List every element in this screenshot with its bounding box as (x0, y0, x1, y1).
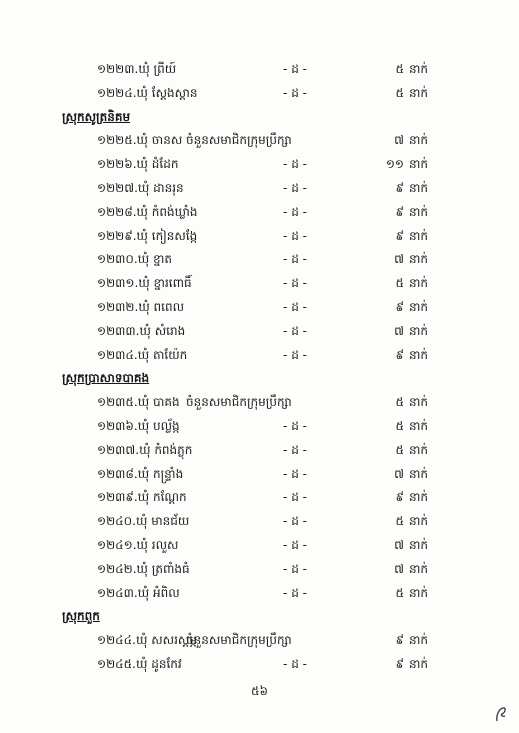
section-header: ស្រុកសូត្រនិគម (62, 109, 131, 124)
unit-label: នាក់ (409, 585, 429, 600)
member-count: ៩ (395, 228, 404, 243)
commune-name: ១២៤៤.ឃុំ សសរស្តម្ភ (97, 633, 197, 648)
unit-label: នាក់ (409, 633, 429, 648)
unit-label: នាក់ (409, 85, 429, 100)
section-header: ស្រុកប្រាសាទបាគង (62, 371, 150, 386)
member-count: ៩ (395, 347, 404, 362)
council-description: ចំនួនសមាជិកក្រុមប្រឹក្សា (186, 395, 292, 410)
council-description: - ដ - (283, 181, 307, 195)
table-row (0, 202, 519, 222)
member-count: ៩ (395, 490, 404, 505)
council-description: - ដ - (283, 466, 307, 481)
commune-name: ១២២៩.ឃុំ កៀនសង្កែ (97, 228, 198, 243)
council-description: - ដ - (283, 204, 307, 219)
page-number: ៥៦ (251, 684, 268, 698)
member-count: ៧ (394, 561, 404, 576)
commune-name: ១២៤១.ឃុំ រលួស (97, 538, 179, 552)
table-row (0, 345, 519, 365)
unit-label: នាក់ (409, 252, 429, 267)
council-description: - ដ - (283, 157, 307, 172)
council-description: - ដ - (283, 228, 307, 243)
table-row (0, 130, 519, 150)
commune-name: ១២៣២.ឃុំ ពពេល (97, 300, 185, 314)
council-description: - ដ - (283, 85, 307, 100)
council-description: ចំនួនសមាជិកក្រុមប្រឹក្សា (186, 633, 292, 648)
member-count: ១១ (385, 157, 404, 172)
commune-name: ១២២៣.ឃុំ ព្រីយ៍ (97, 62, 177, 76)
table-row (0, 630, 519, 650)
commune-name: ១២២៦.ឃុំ ដំដែក (97, 157, 179, 172)
table-row (0, 511, 519, 531)
member-count: ៥ (395, 395, 404, 410)
table-row (0, 654, 519, 674)
unit-label: នាក់ (409, 442, 429, 457)
council-description: - ដ - (283, 323, 307, 338)
table-row (0, 464, 519, 484)
unit-label: នាក់ (409, 228, 429, 243)
commune-name: ១២៣៥.ឃុំ បាគង (97, 395, 180, 410)
member-count: ៩ (395, 204, 404, 219)
unit-label: នាក់ (409, 538, 429, 552)
member-count: ៧ (394, 538, 404, 552)
member-count: ៥ (395, 276, 404, 291)
member-count: ៥ (395, 585, 404, 600)
table-row (0, 583, 519, 603)
table-row (0, 535, 519, 555)
unit-label: នាក់ (409, 347, 429, 362)
commune-name: ១២៣៩.ឃុំ កណ្តែក (97, 490, 187, 505)
commune-name: ១២៤៣.ឃុំ អំពិល (97, 585, 180, 600)
member-count: ៩ (395, 633, 404, 648)
section-header: ស្រុកពួក (62, 609, 100, 624)
unit-label: នាក់ (409, 276, 429, 291)
member-count: ៧ (394, 252, 404, 267)
council-description: - ដ - (283, 347, 307, 362)
handwritten-mark-icon (494, 705, 508, 723)
commune-name: ១២៤០.ឃុំ មានជ័យ (97, 514, 190, 529)
member-count: ៥ (395, 85, 404, 100)
table-row (0, 154, 519, 174)
table-row (0, 178, 519, 198)
table-row (0, 416, 519, 436)
table-row (0, 321, 519, 341)
table-row (0, 83, 519, 103)
unit-label: នាក់ (409, 157, 429, 172)
council-description: ចំនួនសមាជិកក្រុមប្រឹក្សា (186, 133, 292, 148)
council-description: - ដ - (283, 419, 307, 433)
unit-label: នាក់ (409, 514, 429, 529)
council-description: - ដ - (283, 490, 307, 505)
commune-name: ១២៣៣.ឃុំ សំរោង (97, 323, 186, 338)
table-row (0, 59, 519, 79)
table-row (0, 273, 519, 293)
member-count: ៩ (395, 657, 404, 671)
unit-label: នាក់ (409, 490, 429, 505)
council-description: - ដ - (283, 442, 307, 457)
member-count: ៥ (395, 442, 404, 457)
unit-label: នាក់ (409, 466, 429, 481)
commune-name: ១២៣៧.ឃុំ កំពង់ភ្លុក (97, 442, 193, 457)
member-count: ៩ (395, 181, 404, 195)
commune-name: ១២២៥.ឃុំ ចានស (97, 133, 183, 148)
table-row (0, 559, 519, 579)
commune-name: ១២២៤.ឃុំ ស្តែងស្តាន (97, 85, 198, 100)
unit-label: នាក់ (409, 561, 429, 576)
commune-name: ១២៣៨.ឃុំ កន្ទ្រាំង (97, 466, 184, 481)
table-row (0, 440, 519, 460)
member-count: ៧ (394, 133, 404, 148)
member-count: ៥ (395, 419, 404, 433)
unit-label: នាក់ (409, 419, 429, 433)
unit-label: នាក់ (409, 395, 429, 410)
commune-name: ១២៣៤.ឃុំ តាយ៉ែក (97, 347, 188, 362)
member-count: ៧ (394, 323, 404, 338)
table-row (0, 249, 519, 269)
table-row (0, 226, 519, 246)
council-description: - ដ - (283, 300, 307, 314)
unit-label: នាក់ (409, 300, 429, 314)
table-row (0, 392, 519, 412)
member-count: ៥ (395, 62, 404, 76)
commune-name: ១២៤៥.ឃុំ ដូនកែវ (97, 657, 182, 671)
council-description: - ដ - (283, 561, 307, 576)
council-description: - ដ - (283, 514, 307, 529)
member-count: ៧ (394, 466, 404, 481)
unit-label: នាក់ (409, 181, 429, 195)
commune-name: ១២៣១.ឃុំ ខ្នារពោធិ៍ (97, 276, 192, 291)
council-description: - ដ - (283, 62, 307, 76)
council-description: - ដ - (283, 585, 307, 600)
table-row (0, 297, 519, 317)
table-row (0, 487, 519, 507)
commune-name: ១២២៧.ឃុំ ដានរុន (97, 181, 184, 195)
commune-name: ១២៤២.ឃុំ ត្រពាំងធំ (97, 561, 190, 576)
council-description: - ដ - (283, 538, 307, 552)
unit-label: នាក់ (409, 62, 429, 76)
commune-name: ១២៣៦.ឃុំ បល្ល័ង្ក (97, 419, 180, 433)
council-description: - ដ - (283, 252, 307, 267)
commune-name: ១២៣០.ឃុំ ខ្នាត (97, 252, 173, 267)
council-description: - ដ - (283, 657, 307, 671)
unit-label: នាក់ (409, 204, 429, 219)
commune-name: ១២២៨.ឃុំ កំពង់ឃ្លាំង (97, 204, 198, 219)
unit-label: នាក់ (409, 657, 429, 671)
unit-label: នាក់ (409, 133, 429, 148)
member-count: ៥ (395, 514, 404, 529)
unit-label: នាក់ (409, 323, 429, 338)
council-description: - ដ - (283, 276, 307, 291)
member-count: ៩ (395, 300, 404, 314)
